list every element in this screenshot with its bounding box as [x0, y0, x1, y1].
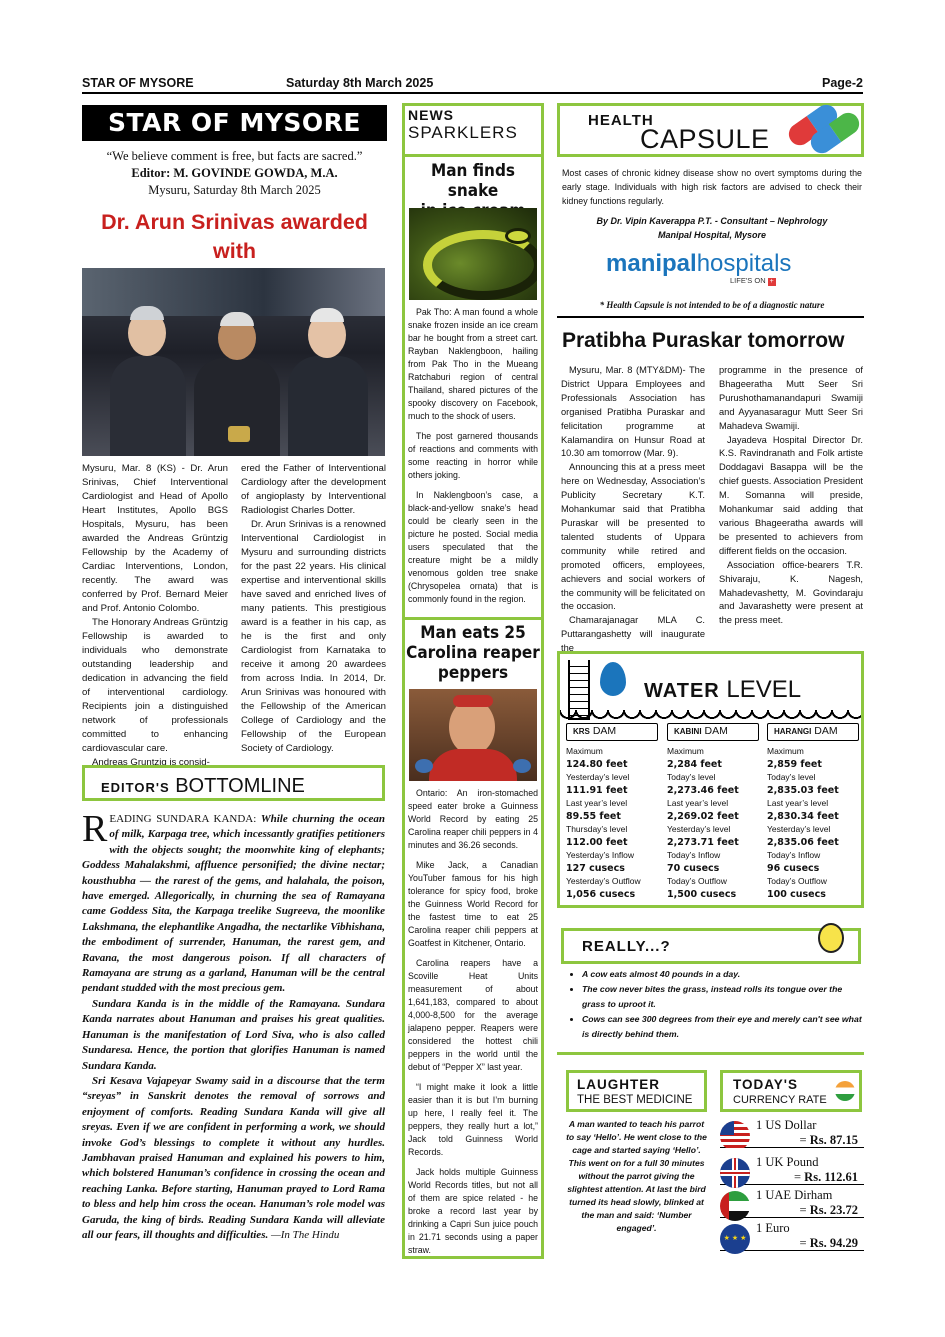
logo-text-1: manipal — [606, 250, 697, 277]
byline-doctor: By Dr. Vipin Kaverappa P.T. - Consultant – Nephrology — [596, 216, 828, 226]
us-flag-icon — [720, 1121, 750, 1151]
dam-label: Yesterday’s level — [566, 772, 630, 782]
dam-label: Last year’s level — [566, 798, 628, 808]
divider — [402, 154, 544, 157]
story-para: The post garnered thousands of reactions and comments with some reacting in horror while others joking. — [408, 431, 538, 480]
equals: = — [799, 1203, 810, 1217]
list-item: • Cows can see 300 degrees from their eye and merely can't see what is directly behind them. — [582, 1012, 862, 1042]
health-capsule-banner — [557, 103, 864, 157]
page-header — [82, 76, 863, 94]
lead-para: The Honorary Andreas Grüntzig Fellowship is awarded to individuals who demonstrate outstanding leadership and dedication in advancing the field of interventional cardiology. Recipients join a distinguished network of professionals committed to enhancing cardiovascular care. — [82, 617, 228, 754]
currency-value — [794, 1170, 858, 1185]
dam-name: DAM — [814, 725, 838, 737]
dam-label: Today’s Inflow — [767, 850, 821, 860]
dam-name: DAM — [704, 725, 728, 737]
dam-label: Thursday’s level — [566, 824, 628, 834]
story-para: programme in the presence of Bhageeratha Mutt Seer Sri Purushothamanandapuri Swamiji and Ayyanasaragur Mutt Seer Sri Mahadeva Swamiji. — [719, 365, 863, 431]
currency-label-bold: TODAY'S — [733, 1077, 798, 1092]
reaper-photo — [409, 689, 537, 781]
dam-value: 1,056 cusecs — [566, 889, 636, 900]
dam-value: 2,859 feet — [767, 759, 822, 770]
lead-para: ered the Father of Interventional Cardiology after the development of angioplasty by Interventional Radiologist Charles Dotter. — [241, 463, 386, 516]
motto: “We believe comment is free, but facts are sacred.” — [106, 149, 363, 163]
headline-line: Man finds snake — [430, 161, 516, 201]
lead-column-b — [241, 462, 386, 756]
dam-value: 70 cusecs — [667, 863, 720, 874]
dam-value: 127 cusecs — [566, 863, 625, 874]
lead-column-a — [82, 462, 228, 770]
dam-code: KABINI — [674, 727, 702, 736]
currency-unit: 1 UAE Dirham — [756, 1188, 833, 1202]
dam-value: 112.00 feet — [566, 837, 628, 848]
uk-flag-icon — [720, 1158, 750, 1188]
bottomline-text — [82, 808, 385, 1243]
pratibha-column-b — [719, 364, 863, 628]
story-para: Carolina reapers have a Scoville Heat Units measurement of about 1,641,183, compared to about 4,000-8,500 for the average jalapeno pepper. Reapers were considered the hottest chili peppers in the world until the debut of “Pepper X” last year. — [408, 958, 538, 1072]
really-banner — [561, 928, 861, 964]
lead-para: Dr. Arun Srinivas is a renowned Interventional Cardiologist in Mysuru and surrounding districts for the past 22 years. His clinical expertise and interventional skills have saved and enriched lives of many patients. This prestigious award is a feather in his cap, as he is the first and only Cardiologist from Karnataka to receive it among 20 awardees from across India. In 2014, Dr. Arun Srinivas was honoured with the Fellowship of the American College of Cardiology and the Fellowship of the European Society of Cardiology. — [241, 519, 386, 754]
lightbulb-icon — [818, 923, 844, 953]
manipal-logo — [606, 250, 816, 278]
dam-label: Yesterday’s level — [667, 824, 731, 834]
editor-line: Editor: M. GOVINDE GOWDA, M.A. — [131, 166, 338, 180]
water-label-bold: WATER — [644, 680, 720, 702]
equals: = — [799, 1133, 810, 1147]
dam-tag — [767, 723, 859, 741]
laughter-label-bold: LAUGHTER — [577, 1077, 660, 1092]
photo-person-right — [286, 298, 370, 456]
dam-value: 1,500 cusecs — [667, 889, 737, 900]
story-para: Chamarajanagar MLA C. Puttarangashetty will inaugurate the — [561, 615, 705, 654]
rate-value: Rs. 87.15 — [809, 1133, 858, 1147]
award-photo — [82, 268, 385, 456]
tagline-text: LIFE'S ON — [730, 276, 766, 285]
bottomline-label: BOTTOMLINE — [175, 775, 305, 797]
photo-person-center — [194, 306, 280, 456]
dateline: Mysuru, Saturday 8th March 2025 — [148, 183, 321, 197]
dam-label: Yesterday’s Inflow — [566, 850, 635, 860]
source-credit: —In The Hindu — [270, 1228, 340, 1241]
dam-value: 2,269.02 feet — [667, 811, 739, 822]
snake-story — [408, 306, 538, 606]
laughter-text: A man wanted to teach his parrot to say ‘Hello’. He went close to the cage and started saying ‘Hello’. This went on for a full 30 minutes without the parrot giving the slightest attention. At last the bird turned its head slowly, blinked at the man and said: ‘Number engaged’. — [566, 1119, 707, 1233]
dam-value: 100 cusecs — [767, 889, 826, 900]
news-label-bold: NEWS — [408, 107, 454, 123]
dam-label: Maximum — [767, 746, 804, 756]
dam-value: 2,835.06 feet — [767, 837, 839, 848]
currency-unit: 1 UK Pound — [756, 1155, 819, 1169]
bottomline-p1: While churning the ocean of milk, Karpaga tree, which incessantly gratifies petitioners with the objects sought; the moonwhite king of elephants; Goddess Mahalakshmi, affluence personified; the divine nectar; kousthubha — the rarest of the gems, and halahala, the poison, have emerged. Allegorically, in churning the sea of Ramayana came Goddess Sita, the Karpaga treelike Sugreeva, the moonlike Lakshmana, the elephantlike Angadha, the nectarlike Vibhishana, the embodiment of surrender, Hanuman, the rarest gem, and Ravana, the most dangerous poison. If all characters of Ramayana are strung as a garland, Hanuman will be the central pendant studded with the most precious gem. — [82, 813, 385, 995]
dam-label: Last year’s level — [667, 798, 729, 808]
currency-label: CURRENCY RATE — [733, 1094, 827, 1106]
really-label: REALLY...? — [582, 938, 671, 955]
rate-row-usd — [720, 1118, 864, 1148]
equals: = — [799, 1236, 810, 1250]
reaper-story — [408, 787, 538, 1257]
paper-name: STAR OF MYSORE — [82, 76, 194, 90]
bottomline-banner — [82, 765, 385, 801]
divider — [557, 1052, 864, 1055]
dam-tag — [566, 723, 658, 741]
story-para: In Naklengboon’s case, a black-and-yellow snake’s head could be clearly seen in the picture he posted. Social media users speculated that the creature might be a mildly venomous golden tree snake (Chrysopelea ornata) that is commonly found in the region. — [408, 490, 538, 604]
dam-label: Yesterday’s Outflow — [566, 876, 641, 886]
bottomline-label-bold: EDITOR'S — [101, 780, 170, 795]
manipal-tagline — [730, 276, 776, 286]
divider — [402, 617, 544, 620]
water-drop-icon — [600, 662, 626, 696]
story-para: Jack holds multiple Guinness World Records titles, but not all of them are spice related - he broke a record last year by drinking a Capri Sun juice pouch in 21.71 seconds using a paper straw. — [408, 1167, 538, 1255]
rate-row-gbp — [720, 1155, 864, 1185]
story-para: Mike Jack, a Canadian YouTuber famous for his high tolerance for spicy food, broke the Guinness World Record for the fastest time to eat 25 Carolina reaper chili peppers at Goatfest in Kitchener, Ontario. — [408, 860, 538, 948]
dam-label: Today’s Outflow — [667, 876, 727, 886]
water-label: LEVEL — [726, 676, 802, 703]
page-number: Page-2 — [822, 76, 863, 90]
lead-para: Mysuru, Mar. 8 (KS) - Dr. Arun Srinivas, Chief Interventional Cardiologist and Head of Apollo Heart Institutes, Apollo BGS Hospitals, Mysuru, has been awarded the Andreas Grüntzig Fellowship by the Academy of Cardiac Interventions, London, recently. The award was conferred by Prof. Bernard Meier and Prof. Antonio Colombo. — [82, 463, 228, 614]
news-label: SPARKLERS — [408, 123, 518, 142]
rate-value: Rs. 23.72 — [809, 1203, 858, 1217]
byline-hospital: Manipal Hospital, Mysore — [657, 230, 767, 240]
red-cross-icon: + — [769, 278, 774, 285]
currency-banner — [720, 1070, 862, 1112]
bottomline-para: Sundara Kanda is in the middle of the Ramayana. Sundara Kanda narrates about Hanuman and praises his great qualities. Hanuman is the manifestation of Lord Siva, who is also called Sundaresa. Hence, the portion that glorifies Hanuman is named Sundara Kanda. — [82, 997, 385, 1072]
divider — [557, 316, 864, 318]
dam-column — [667, 723, 759, 901]
dam-code: HARANGI — [774, 727, 812, 736]
dam-value: 96 cusecs — [767, 863, 820, 874]
currency-unit: 1 US Dollar — [756, 1118, 817, 1132]
rate-row-aed — [720, 1188, 864, 1218]
lead-headline-line1: Dr. Arun Srinivas awarded with — [101, 210, 368, 263]
dam-name: DAM — [592, 725, 617, 737]
story-para: Ontario: An iron-stomached speed eater broke a Guinness World Record by eating 25 Carolina reaper chili peppers in 4 minutes and 36.26 seconds. — [408, 788, 538, 850]
dam-value: 2,835.03 feet — [767, 785, 839, 796]
dam-label: Yesterday’s level — [767, 824, 831, 834]
story-para: “I might make it look a little easier than it is but I’m burning up here, I really feel it. The peppers, they really hurt a lot,” Jack told Guinness World Records. — [408, 1082, 538, 1157]
dam-label: Today’s level — [667, 772, 716, 782]
dam-column — [767, 723, 859, 901]
bottomline-para — [82, 808, 385, 997]
dam-code: KRS — [573, 727, 590, 736]
bottomline-para — [82, 1074, 385, 1243]
india-flag-icon — [835, 1081, 855, 1101]
rate-row-eur — [720, 1221, 864, 1251]
bottomline-lead: EADING SUNDARA KANDA: — [109, 813, 257, 825]
headline-line: peppers — [437, 663, 509, 683]
lead-para: Andreas Gruntzig is consid- — [92, 757, 210, 768]
dam-label: Maximum — [566, 746, 603, 756]
dam-value: 89.55 feet — [566, 811, 621, 822]
dam-value: 2,273.71 feet — [667, 837, 739, 848]
dam-label: Today’s Outflow — [767, 876, 827, 886]
health-label: CAPSULE — [640, 124, 770, 154]
really-list — [572, 967, 862, 1042]
dam-value: 124.80 feet — [566, 759, 628, 770]
rate-value: Rs. 94.29 — [809, 1236, 858, 1250]
story-para: Announcing this at a press meet here on Wednesday, Association’s Publicity Secretary K.T. Mohankumar said that Pratibha Puraskar will be presented to talented students of Uppara community while retired and promoted officers, employees, achievers and social workers of the community will be felicitated on the occasion. — [561, 462, 705, 612]
equals: = — [793, 1170, 805, 1184]
dam-value: 2,830.34 feet — [767, 811, 839, 822]
dam-column — [566, 723, 658, 901]
masthead-title: STAR OF MYSORE — [82, 105, 387, 141]
photo-person-left — [108, 296, 188, 456]
story-para: Association office-bearers T.R. Shivaraju, K. Nagesh, Mahadevashetty, M. Govindaraju and Javarashetty were present at the press meet. — [719, 559, 863, 626]
health-label-bold: HEALTH — [588, 112, 654, 129]
dam-value: 111.91 feet — [566, 785, 628, 796]
story-para: Jayadeva Hospital Director Dr. K.S. Ravindranath and Folk artiste Doddagavi Basappa will be the chief guests. Association President M. Somanna will preside, Mohankumar said adding that various Bhageeratha awards will be presented to achievers from different fields on the occasion. — [719, 434, 863, 556]
laughter-label: THE BEST MEDICINE — [577, 1094, 693, 1106]
rate-value: Rs. 112.61 — [804, 1170, 858, 1184]
news-sparklers-title — [408, 107, 540, 143]
currency-value — [800, 1203, 858, 1218]
dam-label: Today’s level — [767, 772, 816, 782]
currency-value — [800, 1236, 858, 1251]
pratibha-column-a — [561, 364, 705, 656]
story-para: Pak Tho: A man found a whole snake frozen inside an ice cream bar he bought from a street cart. Rayban Naklengboon, hailing from Pak Tho in the Mueang Ratchaburi region of central Thailand, shared pictures of the spooky discovery on Facebook, much to the shock of users. — [408, 307, 538, 421]
story-para: Mysuru, Mar. 8 (MTY&DM)- The District Uppara Employees and Professionals Association has organised Pratibha Puraskar and felicitation programme at Kalamandira on Hunsur Road at 10.30 am tomorrow (Mar. 9). — [561, 365, 705, 459]
bottomline-p3: Sri Kesava Vajapeyar Swamy said in a discourse that the term “sreyas” in Sanskrit denotes the removal of sorrows and enjoyment of comforts. Reading Sundara Kanda will give all sreyas. Even if we are confident in performing a work, we should invoke God’s blessings to complete it without any hurdles. Jambhavan praised Hanuman and explained his powers to him, which bolstered Hanuman’s confidence in crossing the ocean and reaching Lanka. Before starting, Hanuman prayed to Lord Rama to bless and help him cross the ocean. Hanuman’s role model was Garuda, the king of birds. Reading Sundara Kanda will alleviate all our fears, ill thoughts and difficulties. — [82, 1074, 385, 1241]
currency-unit: 1 Euro — [756, 1221, 790, 1235]
wave-icon — [560, 710, 861, 720]
list-item: • A cow eats almost 40 pounds in a day. — [582, 967, 862, 982]
dam-label: Maximum — [667, 746, 704, 756]
dam-tag — [667, 723, 759, 741]
health-text: Most cases of chronic kidney disease show no overt symptoms during the early stage. Individuals with high risk factors are advised to check their kidney functions regularly. — [562, 168, 862, 206]
health-disclaimer: * Health Capsule is not intended to be of a diagnostic nature — [599, 300, 825, 310]
reaper-headline — [406, 623, 540, 683]
bottomline-title — [101, 775, 305, 798]
dam-value: 2,284 feet — [667, 759, 722, 770]
issue-date: Saturday 8th March 2025 — [286, 76, 434, 90]
snake-photo — [409, 208, 537, 300]
masthead-info — [82, 148, 387, 199]
water-level-title — [644, 676, 801, 704]
dam-label: Today’s Inflow — [667, 850, 721, 860]
list-item: • The cow never bites the grass, instead rolls its tongue over the grass to uproot it. — [582, 982, 862, 1012]
headline-line: Carolina reaper — [406, 643, 540, 663]
dam-value: 2,273.46 feet — [667, 785, 739, 796]
currency-value — [800, 1133, 858, 1148]
dropcap: R — [82, 808, 108, 850]
health-byline — [562, 214, 862, 242]
logo-text-2: hospitals — [696, 250, 792, 277]
headline-line: Man eats 25 — [420, 623, 526, 643]
uae-flag-icon — [720, 1191, 750, 1221]
eu-flag-icon: ★ ★ ★ — [720, 1224, 750, 1254]
pratibha-headline: Pratibha Puraskar tomorrow — [562, 329, 845, 352]
laughter-banner — [566, 1070, 707, 1112]
dam-label: Last year’s level — [767, 798, 829, 808]
